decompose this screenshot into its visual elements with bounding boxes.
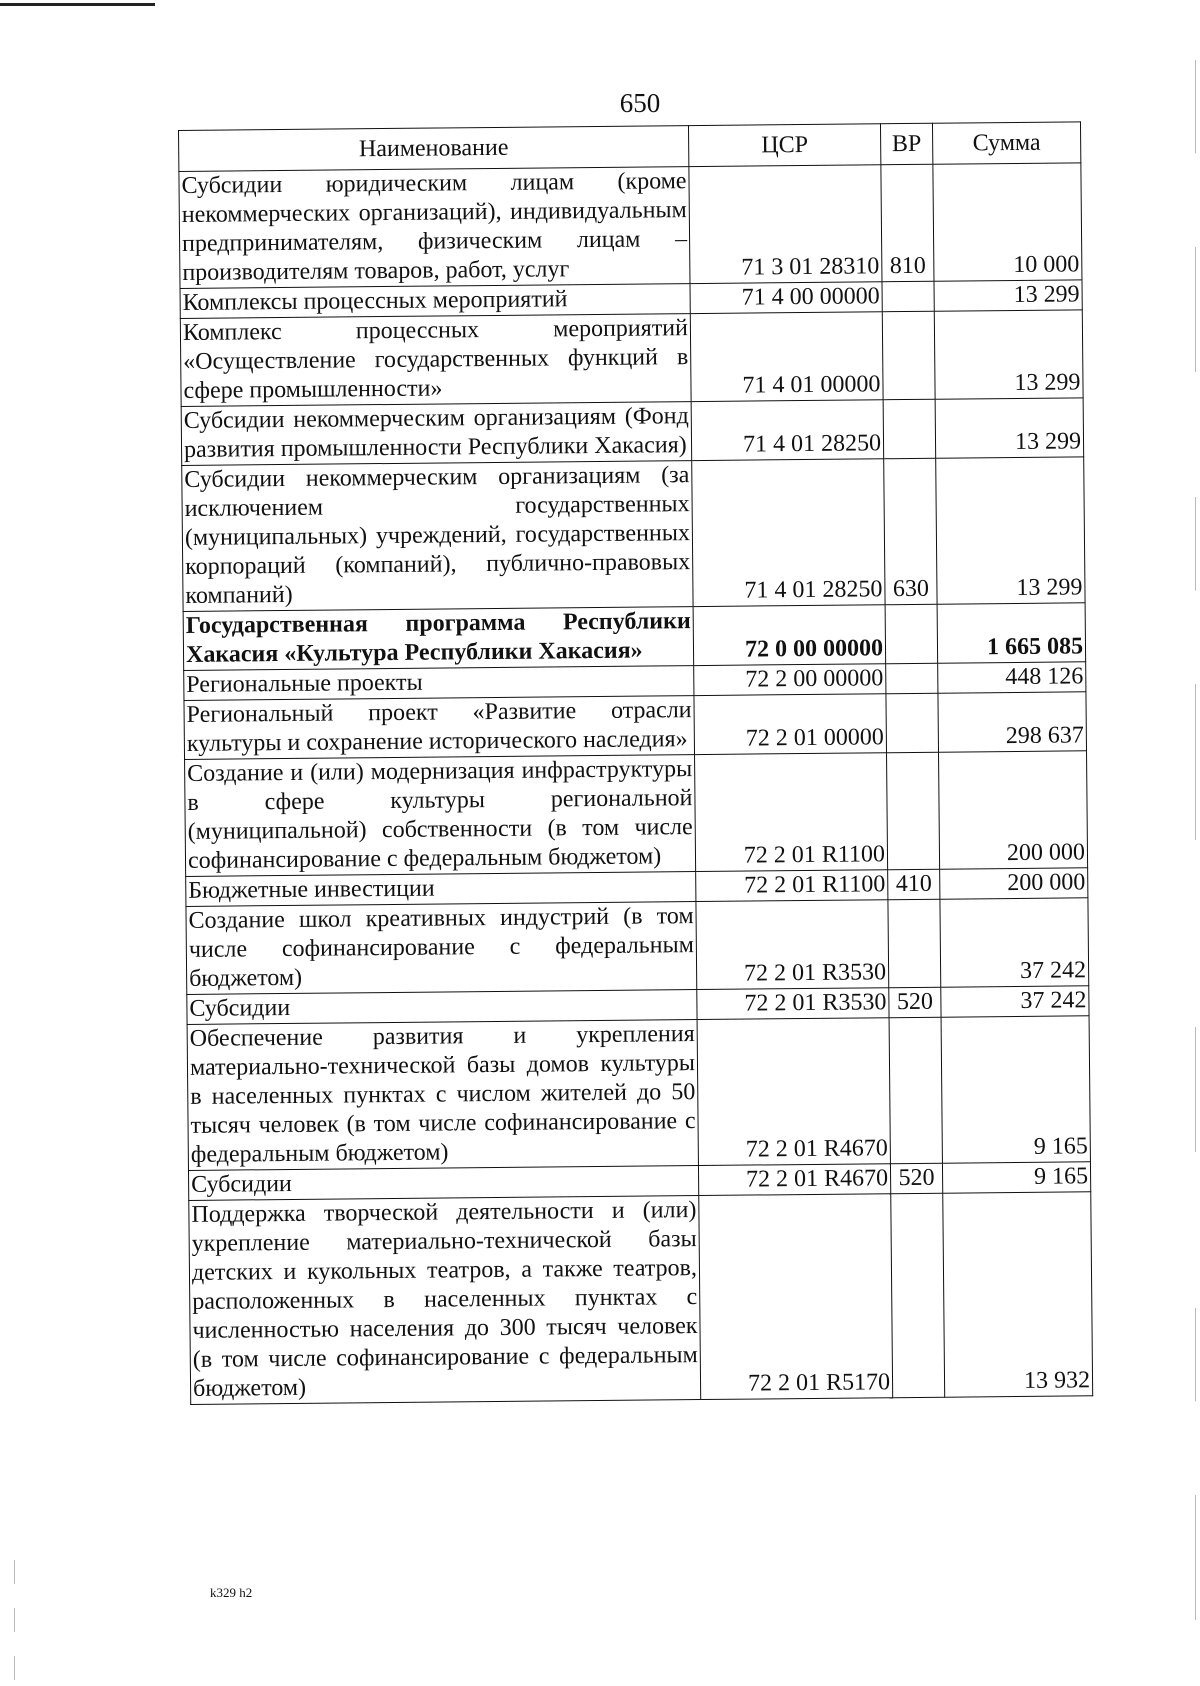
cell-name: Государственная программа Республики Хакасия «Культура Республики Хакасия» [183, 607, 694, 671]
cell-csr: 72 2 01 R5170 [699, 1194, 893, 1400]
cell-name: Субсидии юридическим лицам (кроме некоммерческих организаций), индивидуальным предпринимателям, физическим лицам – производителям товаров, работ, услуг [179, 167, 690, 289]
cell-vr: 410 [888, 869, 940, 899]
cell-vr [886, 693, 939, 752]
cell-vr [887, 752, 940, 869]
cell-sum: 448 126 [938, 662, 1086, 693]
cell-vr: 520 [890, 1163, 942, 1193]
cell-sum: 1 665 085 [937, 603, 1086, 663]
cell-sum: 200 000 [939, 751, 1088, 869]
header-csr: ЦСР [688, 124, 880, 167]
header-sum: Сумма [932, 122, 1080, 164]
cell-name: Обеспечение развития и укрепления материально-технической базы домов культуры в населенных пунктах с числом жителей до 50 тысяч человек (в том числе софинансирование с федеральным бюджетом) [187, 1020, 698, 1171]
table-row [180, 310, 1083, 407]
cell-vr [882, 281, 934, 311]
cell-sum: 13 299 [934, 310, 1083, 399]
cell-name: Региональные проекты [184, 666, 694, 701]
cell-name: Региональный проект «Развитие отрасли культуры и сохранение исторического наследия» [184, 696, 695, 760]
cell-sum: 9 165 [942, 1162, 1090, 1193]
table-row [187, 1016, 1090, 1171]
cell-sum: 10 000 [933, 163, 1082, 281]
header-vr: ВР [880, 123, 932, 164]
table-row [183, 603, 1086, 671]
scan-edge-mark [14, 1560, 15, 1680]
cell-csr: 71 4 01 28250 [691, 400, 884, 461]
cell-sum: 37 242 [940, 898, 1089, 987]
cell-sum: 9 165 [941, 1016, 1090, 1163]
cell-sum: 13 932 [943, 1192, 1093, 1397]
table-row [179, 163, 1082, 289]
cell-name: Субсидии некоммерческим организациям (за исключением государственных (муниципальных) учреждений, государственных корпораций (компаний), публично-правовых компаний) [182, 461, 693, 612]
table-row [181, 398, 1084, 466]
cell-csr: 72 2 01 R4670 [698, 1164, 890, 1196]
cell-vr [889, 1017, 942, 1163]
cell-name: Субсидии [188, 1166, 698, 1201]
page-number: 650 [619, 88, 661, 118]
cell-sum: 13 299 [935, 398, 1084, 458]
table-row [185, 751, 1088, 877]
cell-csr: 71 4 00 00000 [690, 282, 882, 314]
cell-csr: 72 2 01 R1100 [695, 753, 888, 872]
cell-vr [882, 311, 935, 399]
cell-name: Субсидии [187, 990, 697, 1025]
cell-vr: 630 [884, 458, 937, 604]
table-row [182, 457, 1085, 612]
cell-sum: 298 637 [938, 692, 1087, 752]
table-row [189, 1192, 1093, 1405]
cell-sum: 13 299 [934, 280, 1082, 311]
cell-csr: 71 4 01 28250 [692, 459, 885, 607]
cell-name: Комплексы процессных мероприятий [180, 284, 690, 319]
cell-csr: 71 3 01 28310 [689, 165, 882, 284]
cell-vr: 520 [889, 987, 941, 1017]
cell-csr: 72 2 00 00000 [694, 664, 886, 696]
cell-csr: 72 2 01 R1100 [696, 870, 888, 902]
header-name: Наименование [179, 126, 689, 172]
budget-table [178, 121, 1093, 1405]
cell-name: Субсидии некоммерческим организациям (Фонд развития промышленности Республики Хакасия) [181, 402, 692, 466]
cell-vr [891, 1193, 945, 1397]
cell-name: Бюджетные инвестиции [186, 872, 696, 907]
cell-csr: 72 2 01 00000 [694, 694, 887, 755]
table-row [186, 898, 1089, 995]
cell-vr: 810 [881, 164, 934, 281]
scan-top-rule [0, 3, 155, 6]
cell-sum: 37 242 [941, 986, 1089, 1017]
cell-vr [888, 899, 941, 987]
table-body [179, 163, 1093, 1405]
cell-name: Создание и (или) модернизация инфраструктуры в сфере культуры региональной (муниципальной) собственности (в том числе софинансирование с федеральным бюджетом) [185, 755, 696, 877]
cell-csr: 72 0 00 00000 [693, 605, 886, 666]
cell-vr [886, 663, 938, 693]
cell-sum: 200 000 [940, 868, 1088, 899]
scan-edge-mark [1195, 60, 1196, 1620]
cell-csr: 72 2 01 R3530 [697, 988, 889, 1020]
cell-vr [883, 399, 936, 458]
cell-name: Создание школ креативных индустрий (в том числе софинансирование с федеральным бюджетом) [186, 902, 697, 995]
cell-sum: 13 299 [936, 457, 1085, 604]
cell-name: Комплекс процессных мероприятий «Осуществление государственных функций в сфере промышленности» [180, 314, 691, 407]
cell-csr: 72 2 01 R3530 [696, 900, 889, 990]
table-row [184, 692, 1087, 760]
cell-csr: 72 2 01 R4670 [697, 1018, 890, 1166]
cell-name: Поддержка творческой деятельности и (или) укрепление материально-технической базы детских и кукольных театров, а также театров, расположенных в населенных пунктах с численностью населения до 300 тысяч человек (в том числе софинансирование с федеральным бюджетом) [189, 1196, 701, 1405]
cell-csr: 71 4 01 00000 [690, 312, 883, 402]
cell-vr [885, 604, 938, 663]
footer-code: k329 h2 [210, 1585, 253, 1600]
